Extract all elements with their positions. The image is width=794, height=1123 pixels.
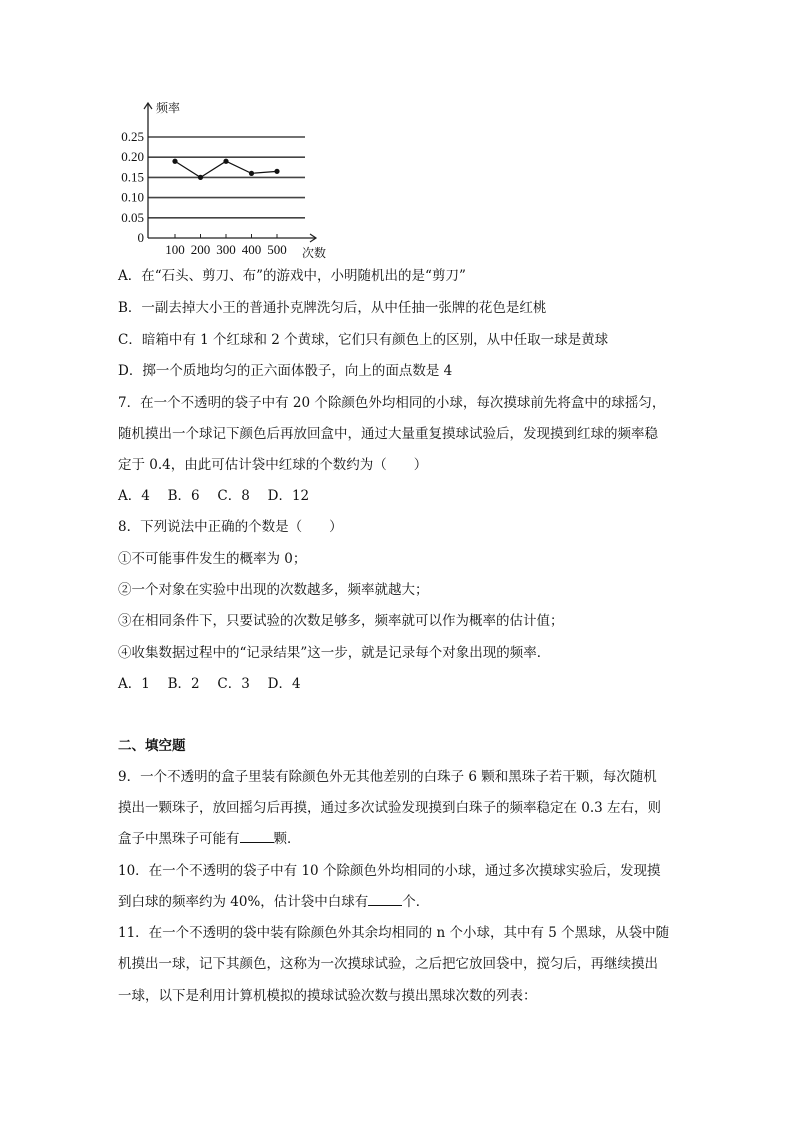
text-after-blank: 个． xyxy=(402,894,430,910)
text-after-blank: 颗． xyxy=(273,831,301,847)
text-line: 11．在一个不透明的袋中装有除颜色外其余均相同的 n 个小球，其中有 5 个黑球，从袋中随 xyxy=(118,925,670,941)
text-line: ③在相同条件下，只要试验的次数足够多，频率就可以作为概率的估计值； xyxy=(118,613,564,629)
y-tick-label: 0.05 xyxy=(121,209,144,225)
text-line: 10．在一个不透明的袋子中有 10 个除颜色外均相同的小球，通过多次摸球实验后，发现摸 xyxy=(118,863,661,879)
text-line: 一球，以下是利用计算机模拟的摸球试验次数与摸出黑球次数的列表： xyxy=(118,988,537,1004)
y-tick-label: 0.10 xyxy=(121,189,144,205)
data-point xyxy=(223,159,228,164)
x-axis-label: 次数 xyxy=(302,246,327,260)
data-point xyxy=(249,171,254,176)
text-line: D．掷一个质地均匀的正六面体骰子，向上的面点数是 4 xyxy=(118,363,453,379)
text-before-blank: 盒子中黑珠子可能有 xyxy=(118,831,240,847)
answer-blank xyxy=(368,893,402,906)
y-tick-label: 0 xyxy=(137,230,144,245)
text-line: A．1 B．2 C．3 D．4 xyxy=(118,676,301,692)
y-tick-label: 0.20 xyxy=(121,149,144,165)
text-line: 8．下列说法中正确的个数是（ ） xyxy=(118,519,343,535)
data-point xyxy=(274,169,279,174)
text-line: B．一副去掉大小王的普通扑克牌洗匀后，从中任抽一张牌的花色是红桃 xyxy=(118,300,547,316)
text-line: 定于 0.4，由此可估计袋中红球的个数约为（ ） xyxy=(118,457,428,473)
y-tick-label: 0.15 xyxy=(121,169,144,185)
x-tick-label: 200 xyxy=(190,242,211,257)
y-tick-label: 0.25 xyxy=(121,129,144,144)
frequency-line-chart xyxy=(110,95,350,265)
answer-blank xyxy=(240,830,274,843)
data-point xyxy=(172,159,177,164)
text-line: 9．一个不透明的盒子里装有除颜色外无其他差别的白珠子 6 颗和黑珠子若干颗，每次随机 xyxy=(118,769,657,785)
text-line: ②一个对象在实验中出现的次数越多，频率就越大； xyxy=(118,582,429,598)
text-before-blank: 到白球的频率约为 40%，估计袋中白球有 xyxy=(118,894,369,910)
text-line: 随机摸出一个球记下颜色后再放回盒中，通过大量重复摸球试验后，发现摸到红球的频率稳 xyxy=(118,426,658,442)
x-tick-label: 400 xyxy=(241,242,262,257)
text-line: 机摸出一球，记下其颜色，这称为一次摸球试验，之后把它放回袋中，搅匀后，再继续摸出 xyxy=(118,956,658,972)
text-line: ①不可能事件发生的概率为 0； xyxy=(118,551,307,567)
x-tick-label: 300 xyxy=(216,242,236,257)
x-tick-label: 500 xyxy=(267,242,287,257)
y-axis-label: 频率 xyxy=(156,101,181,115)
text-line xyxy=(118,893,429,911)
text-line xyxy=(118,830,301,848)
data-point xyxy=(198,175,203,180)
section-heading: 二、填空题 xyxy=(118,738,186,754)
x-tick-label: 100 xyxy=(165,242,185,257)
text-line: A．4 B．6 C．8 D．12 xyxy=(118,488,310,504)
text-line: C．暗箱中有 1 个红球和 2 个黄球，它们只有颜色上的区别，从中任取一球是黄球 xyxy=(118,332,609,348)
text-line: 摸出一颗珠子，放回摇匀后再摸，通过多次试验发现摸到白珠子的频率稳定在 0.3 左右，则 xyxy=(118,800,662,816)
text-line: ④收集数据过程中的“记录结果”这一步，就是记录每个对象出现的频率． xyxy=(118,645,551,661)
text-line: A．在“石头、剪刀、布”的游戏中，小明随机出的是“剪刀” xyxy=(118,268,466,284)
text-line: 7．在一个不透明的袋子中有 20 个除颜色外均相同的小球，每次摸球前先将盒中的球摇匀， xyxy=(118,395,666,411)
